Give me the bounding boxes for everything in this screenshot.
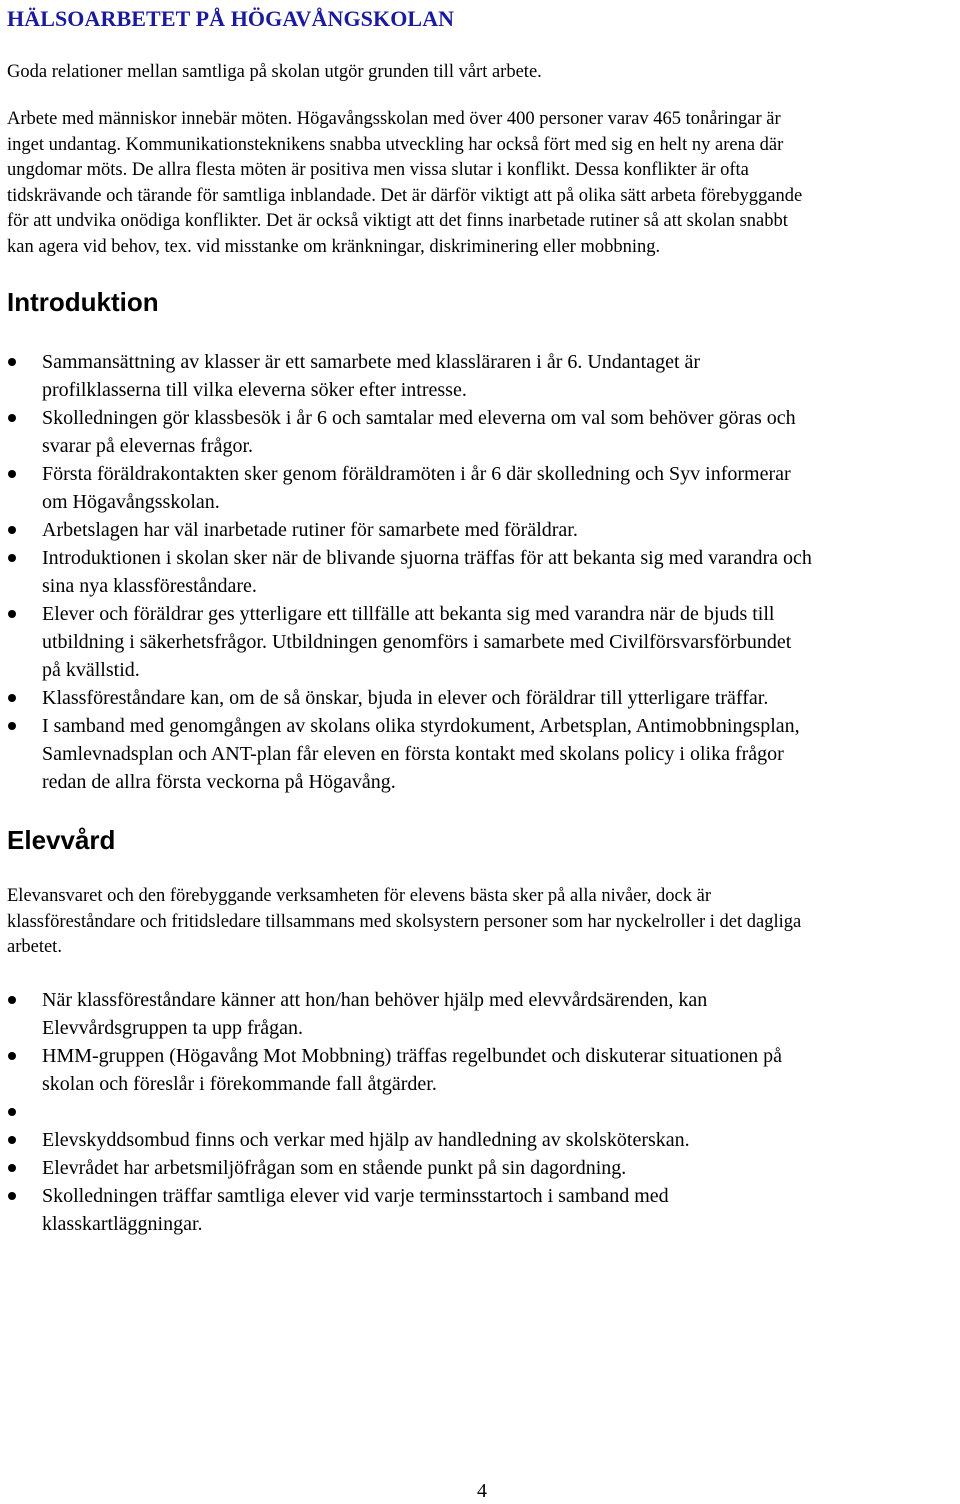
- text-line: tidskrävande och tärande för samtliga inblandade. Det är därför viktigt att på olika sätt arbeta förebyggande: [7, 185, 803, 206]
- bullet-icon: [8, 1108, 16, 1116]
- list-item: Första föräldrakontakten sker genom föräldramöten i år 6 där skolledning och Syv informerar om Högavångsskolan.: [0, 460, 960, 516]
- text-line: klassföreståndare och fritidsledare tillsammans med skolsystern personer som har nyckelroller i det dagliga: [7, 911, 802, 932]
- list-item: I samband med genomgången av skolans olika styrdokument, Arbetsplan, Antimobbningsplan, Samlevnadsplan och ANT-plan får eleven en första kontakt med skolans policy i olika frågor redan de allra första veckorna på Högavång.: [0, 712, 960, 796]
- bullet-icon: [8, 554, 16, 562]
- section-heading-elevvard: Elevvård: [7, 825, 116, 855]
- list-item: Elevskyddsombud finns och verkar med hjälp av handledning av skolsköterskan.: [0, 1126, 960, 1154]
- bullet-icon: [8, 414, 16, 422]
- text-line: arbetet.: [7, 937, 62, 957]
- list-item: [0, 1098, 960, 1126]
- text-line: Goda relationer mellan samtliga på skolan utgör grunden till vårt arbete.: [7, 62, 542, 82]
- text-line: Arbete med människor innebär möten. Högavångsskolan med över 400 personer varav 465 tonåringar är: [7, 109, 781, 129]
- list-item: Arbetslagen har väl inarbetade rutiner för samarbete med föräldrar.: [0, 516, 960, 544]
- bullet-icon: [8, 526, 16, 534]
- document-title: HÄLSOARBETET PÅ HÖGAVÅNGSKOLAN: [7, 6, 455, 31]
- bullet-icon: [8, 694, 16, 702]
- introduktion-list: [0, 348, 960, 796]
- text-line: kan agera vid behov, tex. vid misstanke om kränkningar, diskriminering eller mobbning.: [7, 236, 661, 257]
- list-item: HMM-gruppen (Högavång Mot Mobbning) träffas regelbundet och diskuterar situationen på skolan och föreslår i förekommande fall åtgärder.: [0, 1042, 960, 1098]
- text-line: ungdomar möts. De allra flesta möten är positiva men vissa slutar i konflikt. Dessa konflikter är ofta: [7, 160, 749, 180]
- bullet-icon: [8, 722, 16, 730]
- text-line: för att undvika onödiga konflikter. Det är också viktigt att det finns inarbetade rutiner så att skolan snabbt: [7, 211, 788, 231]
- bullet-icon: [8, 1136, 16, 1144]
- bullet-icon: [8, 1052, 16, 1060]
- bullet-icon: [8, 470, 16, 478]
- list-item: Sammansättning av klasser är ett samarbete med klassläraren i år 6. Undantaget är profilklasserna till vilka eleverna söker efter intresse.: [0, 348, 960, 404]
- section-heading-introduktion: Introduktion: [7, 287, 159, 317]
- list-item: Elever och föräldrar ges ytterligare ett tillfälle att bekanta sig med varandra när de bjuds till utbildning i säkerhetsfrågor. Utbildningen genomförs i samarbete med Civilförsvarsförbundet på kvällstid.: [0, 600, 960, 684]
- list-item: Skolledningen träffar samtliga elever vid varje terminsstartoch i samband med klasskartläggningar.: [0, 1182, 960, 1238]
- list-item: Introduktionen i skolan sker när de blivande sjuorna träffas för att bekanta sig med varandra och sina nya klassföreståndare.: [0, 544, 960, 600]
- bullet-icon: [8, 358, 16, 366]
- intro-paragraph-2: [7, 107, 802, 260]
- elevvard-list: [0, 986, 960, 1238]
- text-line: Elevansvaret och den förebyggande verksamheten för elevens bästa sker på alla nivåer, dock är: [7, 886, 712, 906]
- text-line: inget undantag. Kommunikationsteknikens snabba utveckling har också fört med sig en helt ny arena där: [7, 134, 784, 155]
- list-item: Elevrådet har arbetsmiljöfrågan som en stående punkt på sin dagordning.: [0, 1154, 960, 1182]
- bullet-icon: [8, 996, 16, 1004]
- bullet-icon: [8, 1164, 16, 1172]
- bullet-icon: [8, 1192, 16, 1200]
- list-item: Skolledningen gör klassbesök i år 6 och samtalar med eleverna om val som behöver göras och svarar på elevernas frågor.: [0, 404, 960, 460]
- intro-paragraph-1: [7, 60, 542, 86]
- elevvard-paragraph: [7, 884, 801, 961]
- list-item: När klassföreståndare känner att hon/han behöver hjälp med elevvårdsärenden, kan Elevvårdsgruppen ta upp frågan.: [0, 986, 960, 1042]
- page-number: 4: [477, 1480, 487, 1502]
- bullet-icon: [8, 610, 16, 618]
- list-item: Klassföreståndare kan, om de så önskar, bjuda in elever och föräldrar till ytterligare träffar.: [0, 684, 960, 712]
